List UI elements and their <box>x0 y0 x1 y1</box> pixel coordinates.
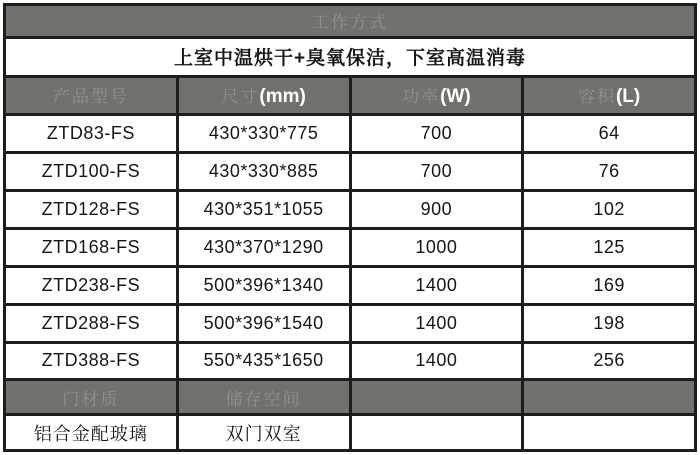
table-row <box>5 342 696 380</box>
footer-header-door-material: 门材质 <box>5 380 178 415</box>
empty-cell <box>523 415 696 451</box>
work-mode-value-row <box>5 37 696 76</box>
cell-model: ZTD168-FS <box>5 228 178 266</box>
empty-cell <box>350 415 523 451</box>
table-row <box>5 153 696 191</box>
table-row <box>5 304 696 342</box>
cell-power: 1000 <box>350 228 523 266</box>
cell-power: 900 <box>350 191 523 229</box>
footer-value-door-material: 铝合金配玻璃 <box>5 415 178 451</box>
product-spec-table <box>3 3 697 452</box>
table-row <box>5 228 696 266</box>
cell-size: 500*396*1340 <box>177 266 350 304</box>
footer-header-row <box>5 380 696 415</box>
cell-size: 430*330*885 <box>177 153 350 191</box>
table-row <box>5 266 696 304</box>
column-header-power <box>350 76 523 115</box>
column-header-size-label: 尺寸 <box>221 87 260 107</box>
cell-size: 550*435*1650 <box>177 342 350 380</box>
empty-cell <box>350 380 523 415</box>
cell-capacity: 76 <box>523 153 696 191</box>
cell-capacity: 125 <box>523 228 696 266</box>
column-header-row <box>5 76 696 115</box>
cell-power: 700 <box>350 153 523 191</box>
cell-model: ZTD388-FS <box>5 342 178 380</box>
cell-power: 1400 <box>350 304 523 342</box>
cell-power: 700 <box>350 115 523 153</box>
column-header-model <box>5 76 178 115</box>
table-row <box>5 191 696 229</box>
empty-cell <box>523 380 696 415</box>
cell-power: 1400 <box>350 342 523 380</box>
column-header-power-label: 功率 <box>402 87 441 107</box>
cell-capacity: 256 <box>523 342 696 380</box>
column-header-capacity-label: 容积 <box>577 87 616 107</box>
cell-size: 430*330*775 <box>177 115 350 153</box>
table-row <box>5 115 696 153</box>
cell-model: ZTD100-FS <box>5 153 178 191</box>
footer-value-row <box>5 415 696 451</box>
cell-model: ZTD238-FS <box>5 266 178 304</box>
cell-power: 1400 <box>350 266 523 304</box>
cell-size: 430*370*1290 <box>177 228 350 266</box>
column-header-size <box>177 76 350 115</box>
cell-capacity: 64 <box>523 115 696 153</box>
column-header-model-label: 产品型号 <box>52 87 129 107</box>
column-header-capacity-unit: (L) <box>615 86 641 108</box>
cell-capacity: 102 <box>523 191 696 229</box>
work-mode-header-row <box>5 5 696 38</box>
cell-model: ZTD288-FS <box>5 304 178 342</box>
cell-size: 430*351*1055 <box>177 191 350 229</box>
cell-model: ZTD128-FS <box>5 191 178 229</box>
footer-header-storage-space: 储存空间 <box>177 380 350 415</box>
cell-model: ZTD83-FS <box>5 115 178 153</box>
footer-value-storage-space: 双门双室 <box>177 415 350 451</box>
work-mode-value: 上室中温烘干+臭氧保洁，下室高温消毒 <box>5 37 696 76</box>
column-header-power-unit: (W) <box>440 86 471 108</box>
column-header-size-unit: (mm) <box>259 86 306 108</box>
work-mode-header: 工作方式 <box>5 5 696 38</box>
cell-size: 500*396*1540 <box>177 304 350 342</box>
cell-capacity: 169 <box>523 266 696 304</box>
cell-capacity: 198 <box>523 304 696 342</box>
column-header-capacity <box>523 76 696 115</box>
